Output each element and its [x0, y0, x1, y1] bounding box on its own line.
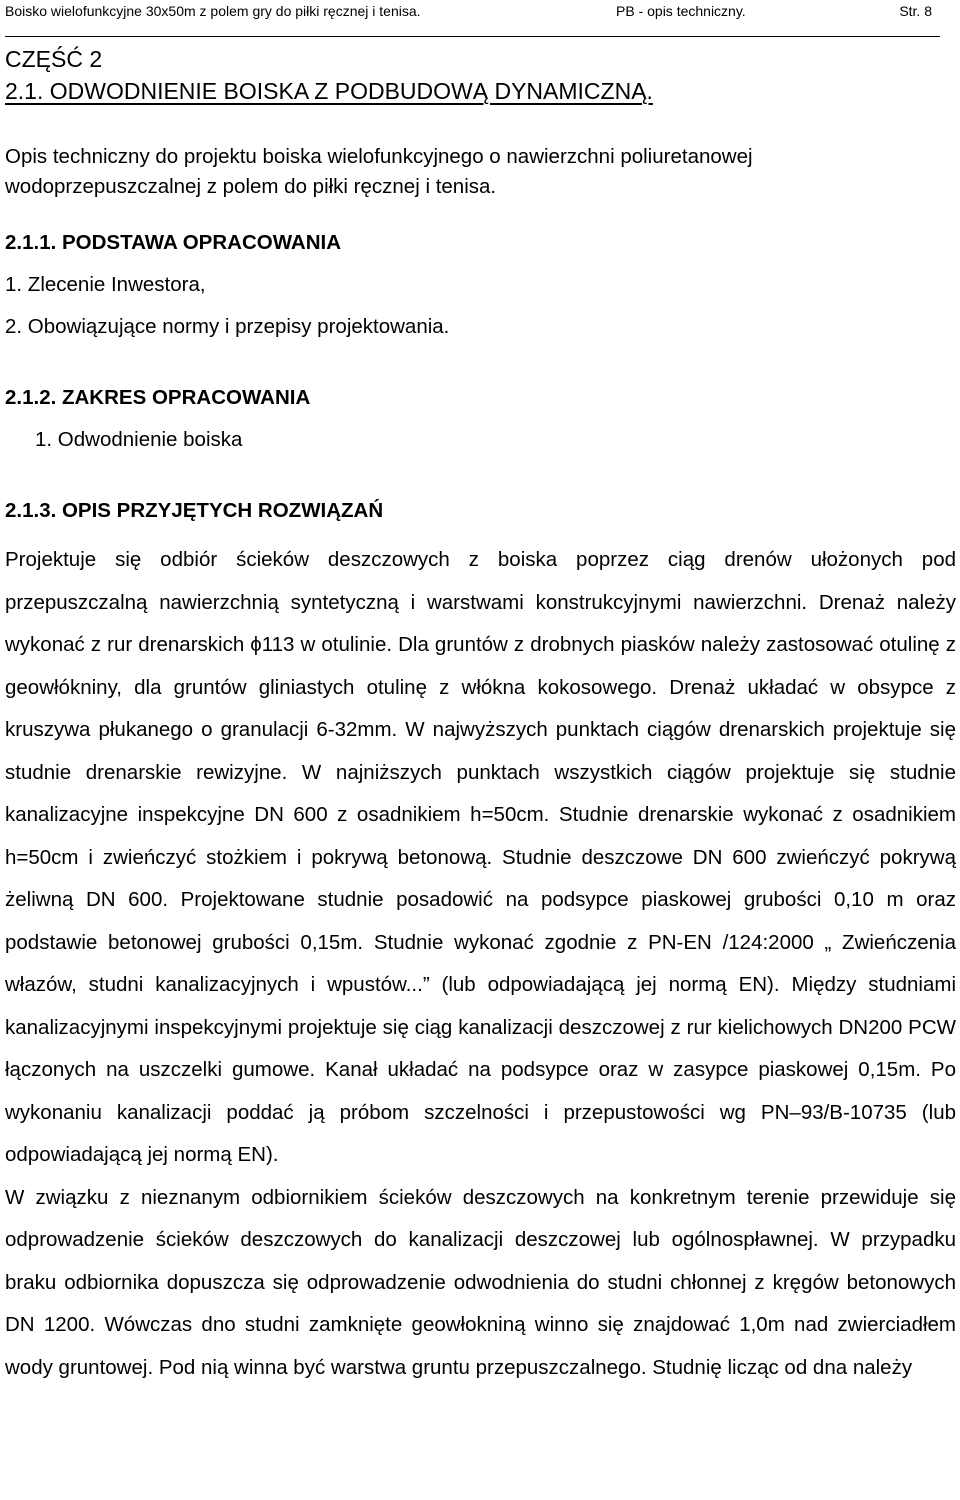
page-header: [5, 2, 940, 24]
header-document-title: Boisko wielofunkcyjne 30x50m z polem gry do piłki ręcznej i tenisa.: [5, 3, 421, 19]
list-item: 1. Odwodnienie boiska: [35, 428, 243, 451]
header-divider: [5, 36, 940, 37]
header-document-type: PB - opis techniczny.: [616, 3, 746, 19]
list-item: 2. Obowiązujące normy i przepisy projektowania.: [5, 315, 450, 338]
subsection-title-solutions: 2.1.3. OPIS PRZYJĘTYCH ROZWIĄZAŃ: [5, 499, 384, 522]
list-item: 1. Zlecenie Inwestora,: [5, 273, 206, 296]
body-paragraph: W związku z nieznanym odbiornikiem ścieków deszczowych na konkretnym terenie przewiduje się odprowadzenie ścieków deszczowych do kanalizacji deszczowej lub ogólnospławnej. W przypadku braku odbiornika dopuszcza się odprowadzenie odwodnienia do studni chłonnej z kręgów betonowych DN 1200. Wówczas dno studni zamknięte geowłokniną winno się znajdować 1,0m nad zwierciadłem wody gruntowej. Pod nią winna być warstwa gruntu przepuszczalnego. Studnię licząc od dna należy: [5, 1185, 956, 1379]
body-text: [5, 539, 956, 1389]
intro-paragraph: Opis techniczny do projektu boiska wielofunkcyjnego o nawierzchni poliuretanowej wodoprzepuszczalnej z polem do piłki ręcznej i tenisa.: [5, 145, 753, 198]
part-title: CZĘŚĆ 2: [5, 46, 103, 72]
body-paragraph: Projektuje się odbiór ścieków deszczowych z boiska poprzez ciąg drenów ułożonych pod przepuszczalną nawierzchnią syntetyczną i warstwami konstrukcyjnymi nawierzchni. Drenaż należy wykonać z rur drenarskich ϕ113 w otulinie. Dla gruntów z drobnych piasków należy zastosować otulinę z geowłókniny, dla gruntów gliniastych otulinę z włókna kokosowego. Drenaż układać w obsypce z kruszywa płukanego o granulacji 6-32mm. W najwyższych punktach ciągów drenarskich projektuje się studnie drenarskie rewizyjne. W najniższych punktach wszystkich ciągów projektuje się studnie kanalizacyjne inspekcyjne DN 600 z osadnikiem h=50cm. Studnie drenarskie wykonać z osadnikiem h=50cm i zwieńczyć stożkiem i pokrywą betonową. Studnie deszczowe DN 600 zwieńczyć pokrywą żeliwną DN 600. Projektowane studnie posadowić na podsypce piaskowej grubości 0,10 m oraz podstawie betonowej grubości 0,15m. Studnie wykonać zgodnie z PN-EN /124:2000 „ Zwieńczenia włazów, studni kanalizacyjnych i wpustów...” (lub odpowiadającą jej normą EN). Między studniami kanalizacyjnymi inspekcyjnymi projektuje się ciąg kanalizacji deszczowej z rur kielichowych DN200 PCW łączonych na uszczelki gumowe. Kanał układać na podsypce oraz w zasypce piaskowej 0,15m. Po wykonaniu kanalizacji poddać ją próbom szczelności i przepustowości wg PN–93/B-10735 (lub odpowiadającą jej normą EN).: [5, 548, 956, 1166]
subsection-title-basis: 2.1.1. PODSTAWA OPRACOWANIA: [5, 231, 342, 254]
section-title: 2.1. ODWODNIENIE BOISKA Z PODBUDOWĄ DYNAMICZNĄ.: [5, 78, 653, 104]
header-page-number: Str. 8: [899, 3, 932, 19]
subsection-title-scope: 2.1.2. ZAKRES OPRACOWANIA: [5, 386, 311, 409]
